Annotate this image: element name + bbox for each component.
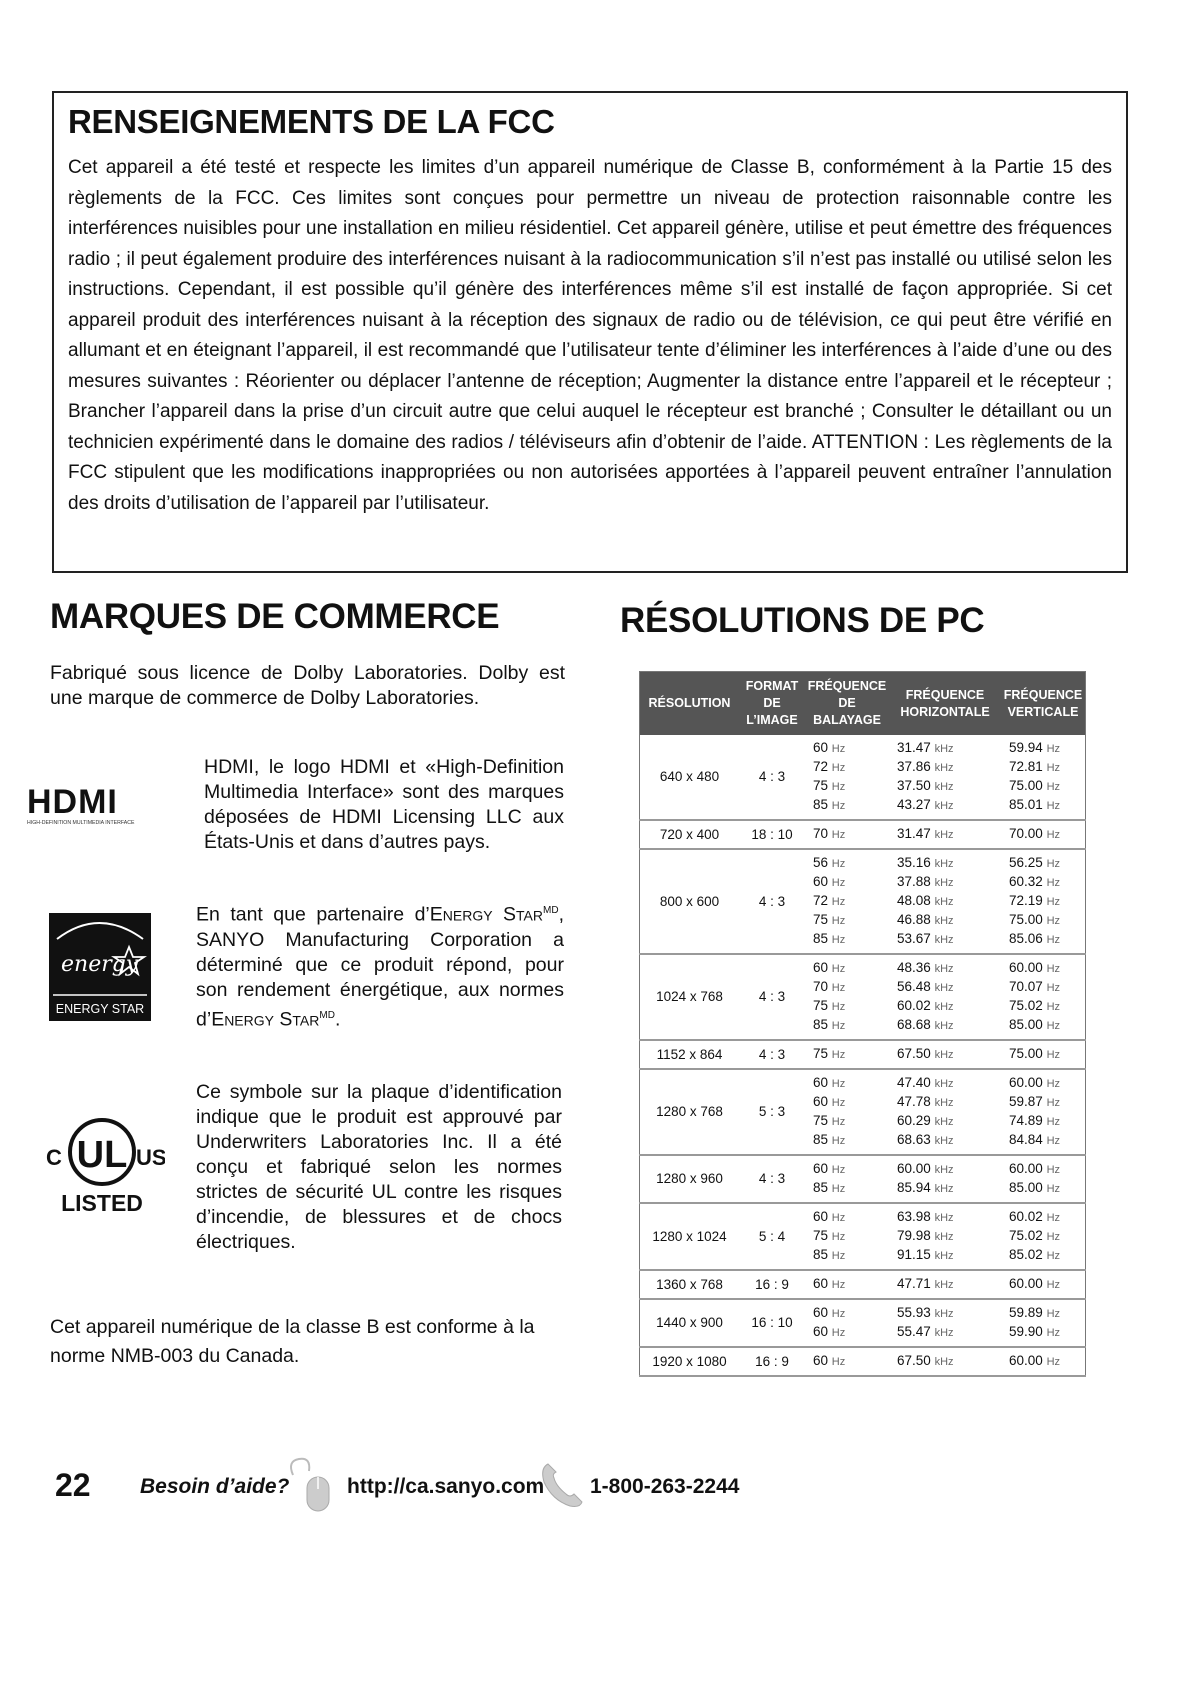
ul-logo-us: US [136,1145,165,1170]
hdmi-text: HDMI, le logo HDMI et «High-Definition Multimedia Interface» sont des marques déposées de HDMI Licensing LLC aux États-Unis et dans d’autres pays. [204,756,564,853]
scan-freq-cell-value: 60 Hz [813,1075,846,1090]
resolution-cell: 720 x 400 [640,820,740,849]
vertical-freq-cell-value: 60.00 Hz [1009,960,1061,975]
horizontal-freq-cell-value: 67.50 kHz [897,1353,954,1368]
vertical-freq-cell-value: 56.25 Hz [1009,855,1061,870]
scan-freq-cell-value: 85 Hz [813,1132,846,1147]
vertical-freq-cell-value: 75.00 Hz [1009,912,1061,927]
table-row [640,1069,1086,1155]
scan-freq-cell-value: 60 Hz [813,1276,846,1291]
fcc-title: RENSEIGNEMENTS DE LA FCC [68,103,555,140]
resolution-cell: 800 x 600 [640,849,740,954]
vertical-freq-cell [1001,849,1086,954]
scan-freq-cell-value: 75 Hz [813,1228,846,1243]
scan-freq-cell-value: 60 Hz [813,1324,846,1339]
resolution-cell: 1360 x 768 [640,1270,740,1299]
horizontal-freq-cell-value: 47.78 kHz [897,1094,954,1109]
horizontal-freq-cell-value: 37.50 kHz [897,778,954,793]
resolutions-title: RÉSOLUTIONS DE PC [620,601,985,640]
horizontal-freq-cell [889,1299,1001,1347]
resolution-cell: 1024 x 768 [640,954,740,1040]
vertical-freq-cell-value: 85.00 Hz [1009,1017,1061,1032]
table-row [640,735,1086,820]
energy-star-text: En tant que partenaire d’Energy Star$^{MD}$, SANYO Manufacturing Corporation a déterminé que ce produit répond, pour son rendement énergétique, aux normes d’Energy Star$^{MD}$. [196,903,564,1030]
table-header-row [640,672,1086,736]
ul-listed-logo [40,1115,165,1215]
resolution-cell: 1440 x 900 [640,1299,740,1347]
scan-freq-cell [805,1203,889,1270]
canada-text: Cet appareil numérique de la classe B est conforme à la norme NMB-003 du Canada. [50,1316,535,1367]
horizontal-freq-cell [889,849,1001,954]
horizontal-freq-cell-value: 47.40 kHz [897,1075,954,1090]
horizontal-freq-cell-value: 60.02 kHz [897,998,954,1013]
vertical-freq-cell-value: 85.00 Hz [1009,1180,1061,1195]
vertical-freq-cell-value: 72.19 Hz [1009,893,1061,908]
horizontal-freq-cell-value: 37.86 kHz [897,759,954,774]
energy-logo-script: energy [61,952,139,977]
vertical-freq-cell-value: 60.00 Hz [1009,1075,1061,1090]
dolby-text: Fabriqué sous licence de Dolby Laboratories. Dolby est une marque de commerce de Dolby Laboratories. [50,662,565,709]
table-row [640,1155,1086,1203]
vertical-freq-cell-value: 85.01 Hz [1009,797,1061,812]
horizontal-freq-cell-value: 56.48 kHz [897,979,954,994]
vertical-freq-cell-value: 70.00 Hz [1009,826,1061,841]
energy-star-logo [49,913,151,1021]
vertical-freq-cell-value: 84.84 Hz [1009,1132,1061,1147]
ul-text: Ce symbole sur la plaque d’identification indique que le produit est approuvé par Underwriters Laboratories Inc. Il a été conçu et fabriqué selon les normes strictes de sécurité UL contre les risques d’incendie, de blessures et de chocs électriques. [196,1081,562,1253]
scan-freq-cell-value: 60 Hz [813,1353,846,1368]
horizontal-freq-cell [889,820,1001,849]
page-number: 22 [55,1467,91,1503]
header-scan: FRÉQUENCE DE BALAYAGE [805,672,889,736]
format-cell: 4 : 3 [739,954,805,1040]
scan-freq-cell-value: 75 Hz [813,1046,846,1061]
resolution-cell: 1920 x 1080 [640,1347,740,1376]
horizontal-freq-cell-value: 53.67 kHz [897,931,954,946]
format-cell: 16 : 10 [739,1299,805,1347]
horizontal-freq-cell [889,1069,1001,1155]
scan-freq-cell [805,954,889,1040]
vertical-freq-cell [1001,954,1086,1040]
energy-logo-text: ENERGY STAR [55,1002,145,1016]
horizontal-freq-cell-value: 68.63 kHz [897,1132,954,1147]
horizontal-freq-cell-value: 85.94 kHz [897,1180,954,1195]
scan-freq-cell-value: 60 Hz [813,1209,846,1224]
scan-freq-cell-value: 75 Hz [813,778,846,793]
vertical-freq-cell-value: 72.81 Hz [1009,759,1061,774]
vertical-freq-cell [1001,735,1086,820]
header-format: FORMAT DE L’IMAGE [739,672,805,736]
scan-freq-cell [805,1299,889,1347]
vertical-freq-cell-value: 75.00 Hz [1009,778,1061,793]
scan-freq-cell [805,1155,889,1203]
vertical-freq-cell-value: 60.00 Hz [1009,1161,1061,1176]
scan-freq-cell [805,1069,889,1155]
hdmi-logo-subtitle: HIGH-DEFINITION MULTIMEDIA INTERFACE [27,820,135,826]
ul-logo-listed: LISTED [61,1190,143,1215]
scan-freq-cell-value: 70 Hz [813,979,846,994]
hdmi-logo [27,786,175,826]
vertical-freq-cell [1001,1155,1086,1203]
vertical-freq-cell-value: 85.02 Hz [1009,1247,1061,1262]
vertical-freq-cell-value: 60.32 Hz [1009,874,1061,889]
horizontal-freq-cell-value: 60.29 kHz [897,1113,954,1128]
vertical-freq-cell [1001,1069,1086,1155]
horizontal-freq-cell [889,735,1001,820]
horizontal-freq-cell-value: 91.15 kHz [897,1247,954,1262]
resolutions-table [639,671,1086,1377]
scan-freq-cell-value: 60 Hz [813,874,846,889]
table-row [640,820,1086,849]
table-row [640,1040,1086,1069]
ul-logo-c: C [46,1145,62,1170]
format-cell: 5 : 4 [739,1203,805,1270]
scan-freq-cell-value: 85 Hz [813,931,846,946]
trademarks-title: MARQUES DE COMMERCE [50,597,500,636]
support-phone[interactable]: 1-800-263-2244 [590,1475,740,1498]
horizontal-freq-cell-value: 46.88 kHz [897,912,954,927]
vertical-freq-cell [1001,1203,1086,1270]
format-cell: 16 : 9 [739,1270,805,1299]
scan-freq-cell-value: 85 Hz [813,1180,846,1195]
table-row [640,1203,1086,1270]
scan-freq-cell [805,1270,889,1299]
scan-freq-cell-value: 60 Hz [813,740,846,755]
scan-freq-cell-value: 70 Hz [813,826,846,841]
format-cell: 4 : 3 [739,1155,805,1203]
horizontal-freq-cell-value: 48.36 kHz [897,960,954,975]
horizontal-freq-cell-value: 47.71 kHz [897,1276,954,1291]
horizontal-freq-cell [889,1270,1001,1299]
format-cell: 5 : 3 [739,1069,805,1155]
horizontal-freq-cell [889,1155,1001,1203]
vertical-freq-cell-value: 59.94 Hz [1009,740,1061,755]
format-cell: 16 : 9 [739,1347,805,1376]
scan-freq-cell-value: 60 Hz [813,1094,846,1109]
vertical-freq-cell [1001,1040,1086,1069]
horizontal-freq-cell-value: 35.16 kHz [897,855,954,870]
scan-freq-cell-value: 75 Hz [813,998,846,1013]
horizontal-freq-cell-value: 31.47 kHz [897,826,954,841]
vertical-freq-cell [1001,1270,1086,1299]
vertical-freq-cell-value: 59.87 Hz [1009,1094,1061,1109]
vertical-freq-cell-value: 75.02 Hz [1009,998,1061,1013]
energy-brand-1: Energy Star [429,903,544,926]
support-url-link[interactable]: http://ca.sanyo.com [347,1475,545,1498]
horizontal-freq-cell [889,1040,1001,1069]
scan-freq-cell [805,1347,889,1376]
format-cell: 4 : 3 [739,849,805,954]
scan-freq-cell-value: 60 Hz [813,1161,846,1176]
scan-freq-cell-value: 72 Hz [813,759,846,774]
header-horizontal: FRÉQUENCE HORIZONTALE [889,672,1001,736]
resolution-cell: 1280 x 960 [640,1155,740,1203]
vertical-freq-cell-value: 60.00 Hz [1009,1353,1061,1368]
horizontal-freq-cell-value: 68.68 kHz [897,1017,954,1032]
horizontal-freq-cell-value: 60.00 kHz [897,1161,954,1176]
horizontal-freq-cell-value: 79.98 kHz [897,1228,954,1243]
vertical-freq-cell [1001,1347,1086,1376]
format-cell: 4 : 3 [739,735,805,820]
format-cell: 4 : 3 [739,1040,805,1069]
horizontal-freq-cell-value: 37.88 kHz [897,874,954,889]
energy-brand-2: Energy Star [211,1008,320,1030]
resolution-cell: 640 x 480 [640,735,740,820]
scan-freq-cell-value: 85 Hz [813,1017,846,1032]
horizontal-freq-cell-value: 55.93 kHz [897,1305,954,1320]
mouse-icon [285,1455,335,1515]
vertical-freq-cell-value: 59.90 Hz [1009,1324,1061,1339]
help-label: Besoin d’aide? [140,1475,290,1498]
vertical-freq-cell-value: 75.02 Hz [1009,1228,1061,1243]
scan-freq-cell-value: 60 Hz [813,960,846,975]
horizontal-freq-cell-value: 31.47 kHz [897,740,954,755]
vertical-freq-cell-value: 60.00 Hz [1009,1276,1061,1291]
scan-freq-cell-value: 85 Hz [813,1247,846,1262]
header-vertical: FRÉQUENCE VERTICALE [1001,672,1086,736]
scan-freq-cell-value: 75 Hz [813,1113,846,1128]
vertical-freq-cell [1001,820,1086,849]
scan-freq-cell [805,735,889,820]
vertical-freq-cell-value: 60.02 Hz [1009,1209,1061,1224]
table-row [640,849,1086,954]
scan-freq-cell [805,1040,889,1069]
phone-icon [540,1460,585,1510]
scan-freq-cell [805,820,889,849]
horizontal-freq-cell [889,1347,1001,1376]
horizontal-freq-cell [889,1203,1001,1270]
table-row [640,1347,1086,1376]
horizontal-freq-cell-value: 67.50 kHz [897,1046,954,1061]
horizontal-freq-cell-value: 63.98 kHz [897,1209,954,1224]
vertical-freq-cell-value: 74.89 Hz [1009,1113,1061,1128]
scan-freq-cell-value: 75 Hz [813,912,846,927]
table-row [640,954,1086,1040]
fcc-section [52,91,1128,573]
scan-freq-cell-value: 60 Hz [813,1305,846,1320]
format-cell: 18 : 10 [739,820,805,849]
resolution-cell: 1152 x 864 [640,1040,740,1069]
vertical-freq-cell-value: 75.00 Hz [1009,1046,1061,1061]
table-row [640,1299,1086,1347]
resolution-cell: 1280 x 1024 [640,1203,740,1270]
header-resolution: RÉSOLUTION [640,672,740,736]
fcc-body: Cet appareil a été testé et respecte les limites d’un appareil numérique de Classe B, conformément à la Partie 15 des règlements de la FCC. Ces limites sont conçues pour permettre un niveau de protection raisonnable contre les interférences nuisibles pour une installation en milieu résidentiel. Cet appareil génère, utilise et peut émettre des fréquences radio ; il peut également produire des interférences nuisant à la radiocommunication s’il n’est pas installé ou utilisé selon les instructions. Cependant, il est possible qu’il génère des interférences même s’il est installé de façon appropriée. Si cet appareil produit des interférences nuisant à la réception des signaux de radio ou de télévision, ce qui peut être vérifié en allumant et en éteignant l’appareil, il est recommandé que l’utilisateur tente d’éliminer les interférences à l’aide d’une ou des mesures suivantes : Réorienter ou déplacer l’antenne de réception; Augmenter la distance entre l’appareil et le récepteur ; Brancher l’appareil dans la prise d’un circuit autre que celui auquel le récepteur est branché ; Consulter le détaillant ou un technicien expérimenté dans le domaine des radios / téléviseurs afin d’obtenir de l’aide. ATTENTION : Les règlements de la FCC stipulent que les modifications inappropriées ou non autorisées apportées à l’appareil peuvent entraîner l’annulation des droits d’utilisation de l’appareil par l’utilisateur. [68,157,1112,514]
horizontal-freq-cell-value: 48.08 kHz [897,893,954,908]
resolution-cell: 1280 x 768 [640,1069,740,1155]
horizontal-freq-cell [889,954,1001,1040]
table-row [640,1270,1086,1299]
vertical-freq-cell-value: 85.06 Hz [1009,931,1061,946]
scan-freq-cell [805,849,889,954]
horizontal-freq-cell-value: 43.27 kHz [897,797,954,812]
scan-freq-cell-value: 72 Hz [813,893,846,908]
hdmi-logo-text: HDMI [27,786,118,821]
vertical-freq-cell-value: 59.89 Hz [1009,1305,1061,1320]
scan-freq-cell-value: 56 Hz [813,855,846,870]
ul-logo-mark: UL [76,1134,128,1176]
vertical-freq-cell-value: 70.07 Hz [1009,979,1061,994]
scan-freq-cell-value: 85 Hz [813,797,846,812]
resolutions-table-body [640,735,1086,1376]
horizontal-freq-cell-value: 55.47 kHz [897,1324,954,1339]
vertical-freq-cell [1001,1299,1086,1347]
